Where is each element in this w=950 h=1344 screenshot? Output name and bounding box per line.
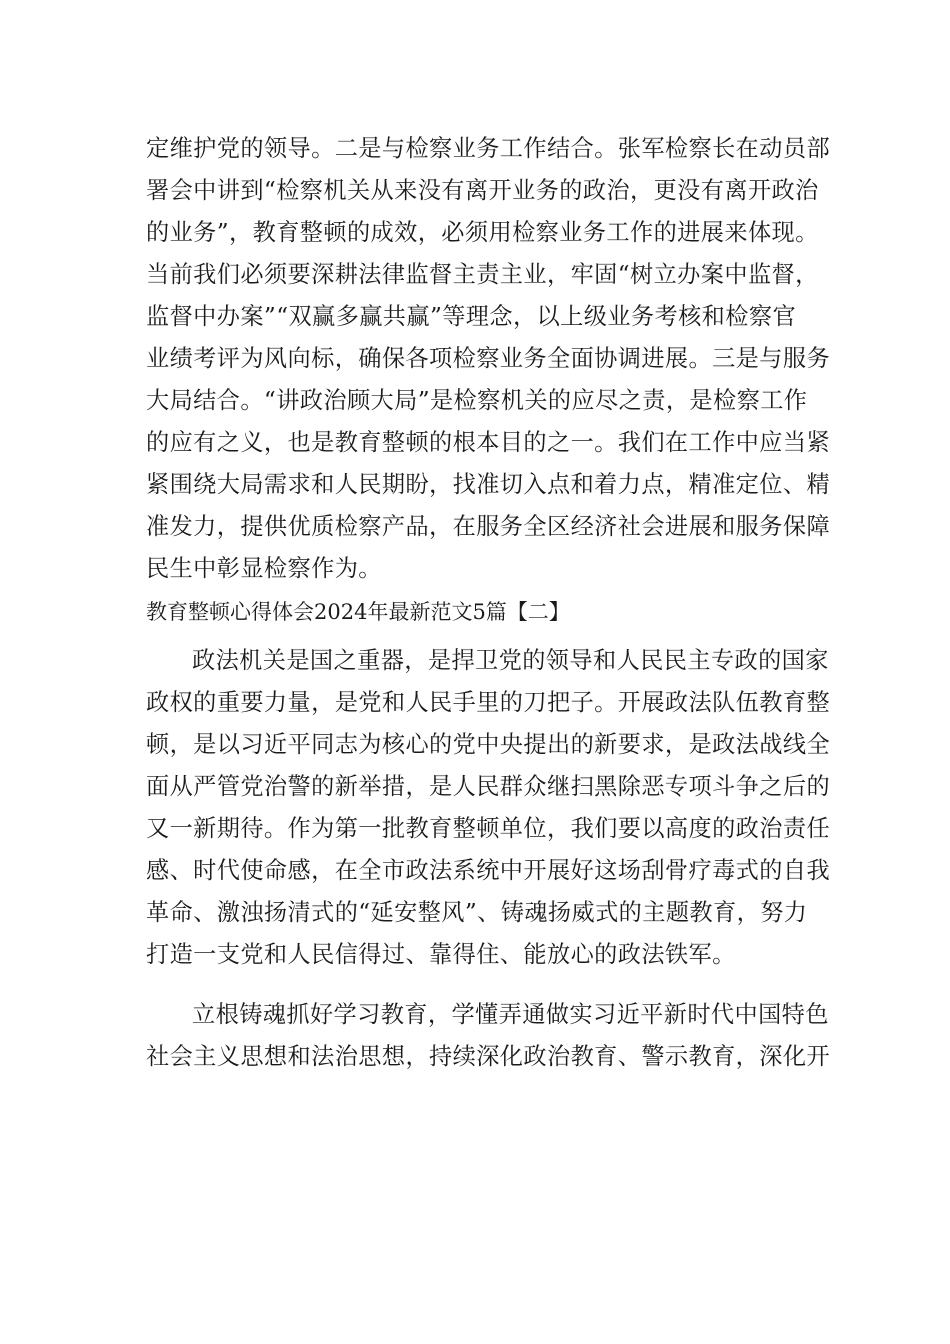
paragraph-2-line-7: 革命、激浊扬清式的“延安整风”、铸魂扬威式的主题教育，努力 (146, 899, 808, 926)
text-line-10: 准发力，提供优质检察产品，在服务全区经济社会进展和服务保障 (146, 513, 831, 540)
text-line-4: 当前我们必须要深耕法律监督主责主业，牢固“树立办案中监督， (146, 261, 819, 288)
text-line-11: 民生中彰显检察作为。 (146, 555, 382, 582)
paragraph-2-line-6: 感、时代使命感，在全市政法系统中开展好这场刮骨疗毒式的自我 (146, 857, 831, 884)
paragraph-3-line-2: 社会主义思想和法治思想，持续深化政治教育、警示教育，深化开 (146, 1043, 831, 1070)
section-heading: 教育整顿心得体会2024年最新范文5篇【二】 (146, 600, 570, 624)
text-line-7: 大局结合。“讲政治顾大局”是检察机关的应尽之责，是检察工作 (146, 387, 808, 414)
text-line-8: 的应有之义，也是教育整顿的根本目的之一。我们在工作中应当紧 (146, 429, 831, 456)
paragraph-2-line-8: 打造一支党和人民信得过、靠得住、能放心的政法铁军。 (146, 941, 736, 968)
text-line-2: 署会中讲到“检察机关从来没有离开业务的政治，更没有离开政治 (146, 177, 819, 204)
paragraph-3-line-1: 立根铸魂抓好学习教育，学懂弄通做实习近平新时代中国特色 (192, 1001, 829, 1028)
paragraph-2-line-5: 又一新期待。作为第一批教育整顿单位，我们要以高度的政治责任 (146, 815, 831, 842)
text-line-9: 紧围绕大局需求和人民期盼，找准切入点和着力点，精准定位、精 (146, 471, 831, 498)
document-body (146, 128, 831, 1078)
text-line-1: 定维护党的领导。二是与检察业务工作结合。张军检察长在动员部 (146, 135, 831, 162)
text-line-6: 业绩考评为风向标，确保各项检察业务全面协调进展。三是与服务 (146, 345, 831, 372)
paragraph-2-line-3: 顿，是以习近平同志为核心的党中央提出的新要求，是政法战线全 (146, 731, 831, 758)
text-line-5: 监督中办案”“双赢多赢共赢”等理念，以上级业务考核和检察官 (146, 303, 797, 330)
text-line-3: 的业务”，教育整顿的成效，必须用检察业务工作的进展来体现。 (146, 219, 819, 246)
paragraph-2-line-2: 政权的重要力量，是党和人民手里的刀把子。开展政法队伍教育整 (146, 689, 831, 716)
paragraph-2-line-1: 政法机关是国之重器，是捍卫党的领导和人民民主专政的国家 (192, 647, 829, 674)
paragraph-2-line-4: 面从严管党治警的新举措，是人民群众继扫黑除恶专项斗争之后的 (146, 773, 831, 800)
